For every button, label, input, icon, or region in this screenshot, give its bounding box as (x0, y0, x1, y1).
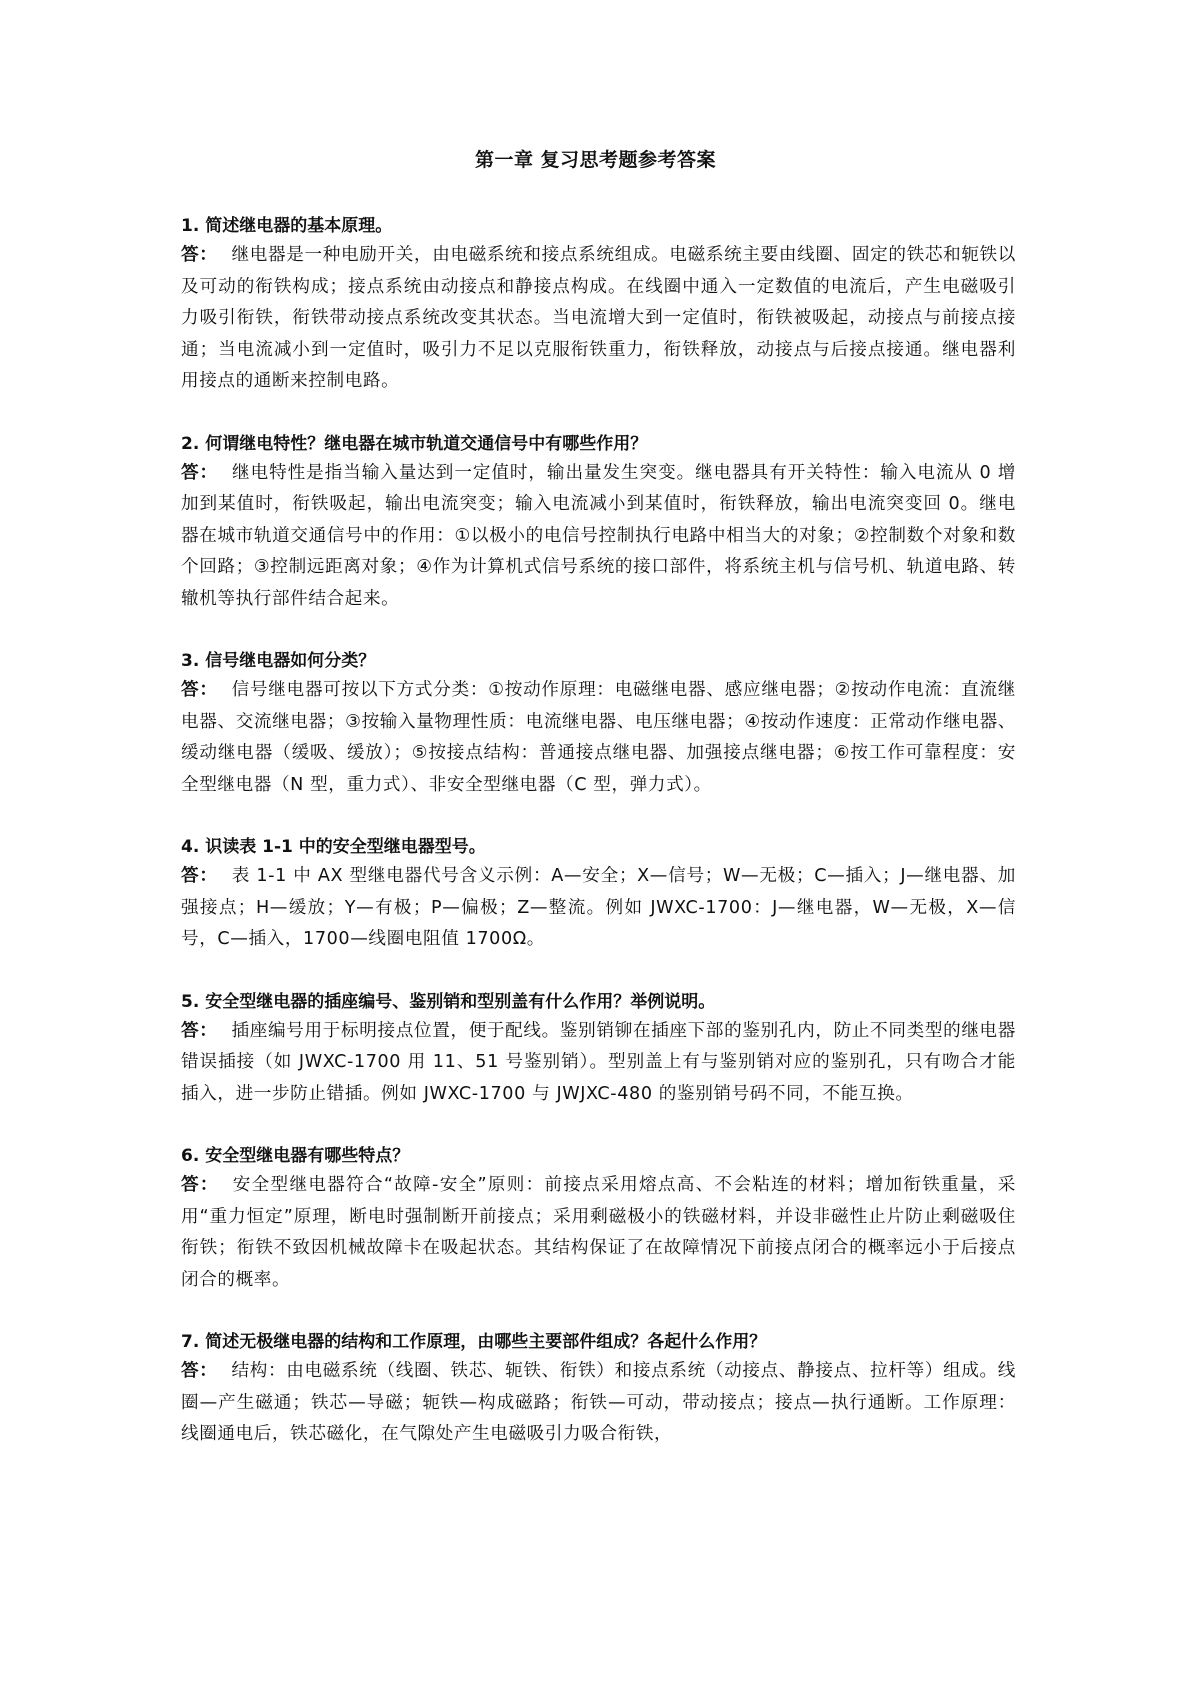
answer-body: 继电器是一种电励开关，由电磁系统和接点系统组成。电磁系统主要由线圈、固定的铁芯和轭铁以及可动的衔铁构成；接点系统由动接点和静接点构成。在线圈中通入一定数值的电流后，产生电磁吸引力吸引衔铁，衔铁带动接点系统改变其状态。当电流增大到一定值时，衔铁被吸起，动接点与前接点接通；当电流减小到一定值时，吸引力不足以克服衔铁重力，衔铁释放，动接点与后接点接通。继电器利用接点的通断来控制电路。 (181, 245, 1016, 391)
answer-text (181, 458, 1016, 616)
question-heading: 3. 信号继电器如何分类？ (181, 651, 376, 671)
answer-label: 答： (181, 1175, 219, 1195)
answer-label: 答： (181, 462, 219, 483)
answer-label: 答： (181, 1361, 218, 1381)
question-heading: 6. 安全型继电器有哪些特点？ (181, 1146, 410, 1166)
page-title: 第一章 复习思考题参考答案 (474, 149, 717, 171)
answer-body: 继电特性是指当输入量达到一定值时，输出量发生突变。继电器具有开关特性：输入电流从 0 增加到某值时，衔铁吸起，输出电流突变；输入电流减小到某值时，衔铁释放，输出电流突变回 0。继电器在城市轨道交通信号中的作用：①以极小的电信号控制执行电路中相当大的对象；②控制数个对象和数个回路；③控制远距离对象；④作为计算机式信号系统的接口部件，将系统主机与信号机、轨道电路、转辙机等执行部件结合起来。 (181, 462, 1016, 609)
answer-body: 结构：由电磁系统（线圈、铁芯、轭铁、衔铁）和接点系统（动接点、静接点、拉杆等）组成。线圈—产生磁通；铁芯—导磁；轭铁—构成磁路；衔铁—可动，带动接点；接点—执行通断。工作原理：线圈通电后，铁芯磁化，在气隙处产生电磁吸引力吸合衔铁， (181, 1361, 1016, 1444)
qa-item-5 (181, 988, 1016, 1111)
question-heading: 1. 简述继电器的基本原理。 (181, 216, 393, 236)
qa-item-2 (181, 430, 1016, 616)
answer-text (181, 1016, 1016, 1111)
answer-label: 答： (181, 245, 218, 265)
answer-text (181, 861, 1016, 956)
qa-list (181, 212, 1016, 1483)
answer-label: 答： (181, 680, 218, 700)
answer-text (181, 675, 1016, 801)
qa-item-6 (181, 1142, 1016, 1296)
qa-item-7 (181, 1328, 1016, 1451)
answer-text (181, 1170, 1016, 1296)
answer-body: 表 1-1 中 AX 型继电器代号含义示例：A—安全；X—信号；W—无极；C—插入；J—继电器、加强接点；H—缓放；Y—有极；P—偏极；Z—整流。例如 JWXC-1700：J—继电器，W—无极，X—信号，C—插入，1700—线圈电阻值 1700Ω。 (181, 866, 1016, 949)
answer-label: 答： (181, 1020, 218, 1041)
qa-item-1 (181, 212, 1016, 398)
qa-item-3 (181, 647, 1016, 801)
answer-body: 安全型继电器符合“故障-安全”原则：前接点采用熔点高、不会粘连的材料；增加衔铁重量，采用“重力恒定”原理，断电时强制断开前接点；采用剩磁极小的铁磁材料，并设非磁性止片防止剩磁吸住衔铁；衔铁不致因机械故障卡在吸起状态。其结构保证了在故障情况下前接点闭合的概率远小于后接点闭合的概率。 (181, 1175, 1016, 1290)
answer-label: 答： (181, 866, 218, 886)
answer-body: 信号继电器可按以下方式分类：①按动作原理：电磁继电器、感应继电器；②按动作电流：直流继电器、交流继电器；③按输入量物理性质：电流继电器、电压继电器；④按动作速度：正常动作继电器、缓动继电器（缓吸、缓放）；⑤按接点结构：普通接点继电器、加强接点继电器；⑥按工作可靠程度：安全型继电器（N 型，重力式）、非安全型继电器（C 型，弹力式）。 (181, 680, 1016, 795)
question-heading: 4. 识读表 1-1 中的安全型继电器型号。 (181, 837, 486, 857)
answer-text (181, 1356, 1016, 1451)
answer-body: 插座编号用于标明接点位置，便于配线。鉴别销铆在插座下部的鉴别孔内，防止不同类型的继电器错误插接（如 JWXC-1700 用 11、51 号鉴别销）。型别盖上有与鉴别销对应的鉴别孔，只有吻合才能插入，进一步防止错插。例如 JWXC-1700 与 JWJXC-480 的鉴别销号码不同，不能互换。 (181, 1020, 1016, 1104)
question-heading: 2. 何谓继电特性？继电器在城市轨道交通信号中有哪些作用？ (181, 433, 648, 454)
question-heading: 7. 简述无极继电器的结构和工作原理，由哪些主要部件组成？各起什么作用？ (181, 1332, 767, 1352)
answer-text (181, 240, 1016, 398)
qa-item-4 (181, 833, 1016, 956)
question-heading: 5. 安全型继电器的插座编号、鉴别销和型别盖有什么作用？举例说明。 (181, 991, 716, 1012)
